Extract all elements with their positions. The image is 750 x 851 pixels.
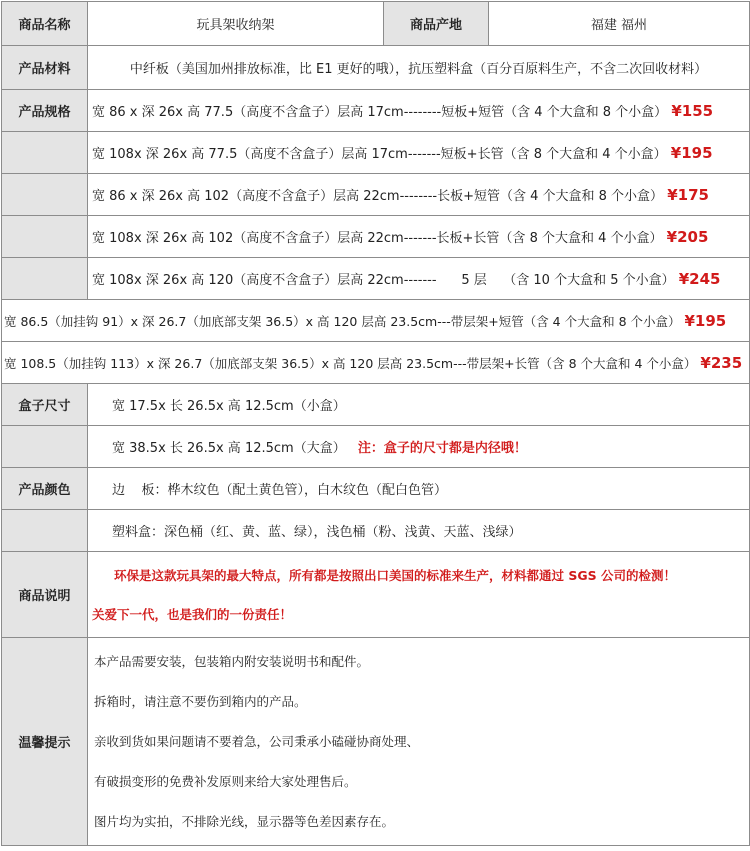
tip-item: 本产品需要安装，包装箱内附安装说明书和配件。 — [94, 653, 370, 669]
spec-text: 宽 86 x 深 26x 高 77.5（高度不含盒子）层高 17cm--------短板+短管（含 4 个大盒和 8 个小盒） — [92, 105, 668, 120]
description-line-1: 环保是这款玩具架的最大特点，所有都是按照出口美国的标准来生产，材料都通过 SGS 公司的检测！ — [114, 567, 676, 583]
origin-value: 福建 福州 — [489, 2, 750, 46]
color-plastic: 塑料盒：深色桶（红、黄、蓝、绿），浅色桶（粉、浅黄、天蓝、浅绿） — [88, 510, 750, 552]
spec-price: ¥205 — [666, 228, 709, 246]
spec-text: 宽 108x 深 26x 高 120（高度不含盒子）层高 22cm------- 5 层 （含 10 个大盒和 5 个小盒） — [92, 273, 675, 288]
spec-label: 产品规格 — [2, 90, 88, 132]
spec-row — [88, 132, 750, 174]
box-size-label-blank — [2, 426, 88, 468]
tip-item: 图片均为实拍，不排除光线，显示器等色差因素存在。 — [94, 813, 395, 829]
description-label: 商品说明 — [2, 552, 88, 638]
spec-text: 宽 108x 深 26x 高 77.5（高度不含盒子）层高 17cm-------短板+长管（含 8 个大盒和 4 个小盒） — [92, 147, 667, 162]
spec-text: 宽 108x 深 26x 高 102（高度不含盒子）层高 22cm-------长板+长管（含 8 个大盒和 4 个小盒） — [92, 231, 663, 246]
spec-wide-row — [2, 342, 750, 384]
color-label-blank — [2, 510, 88, 552]
spec-row — [88, 258, 750, 300]
spec-wide-price: ¥195 — [684, 311, 727, 330]
box-size-small: 宽 17.5x 长 26.5x 高 12.5cm（小盒） — [88, 384, 750, 426]
product-info-table — [1, 1, 750, 846]
spec-label-blank — [2, 174, 88, 216]
box-size-large-row — [88, 426, 750, 468]
spec-price: ¥155 — [671, 102, 714, 120]
color-board: 边 板：桦木纹色（配土黄色管），白木纹色（配白色管） — [88, 468, 750, 510]
spec-row — [88, 174, 750, 216]
material-label: 产品材料 — [2, 46, 88, 90]
box-size-label: 盒子尺寸 — [2, 384, 88, 426]
description-cell — [88, 552, 750, 638]
spec-wide-text: 宽 86.5（加挂钩 91）x 深 26.7（加底部支架 36.5）x 高 120 层高 23.5cm---带层架+短管（含 4 个大盒和 8 个小盒） — [4, 313, 681, 329]
spec-text: 宽 86 x 深 26x 高 102（高度不含盒子）层高 22cm--------长板+短管（含 4 个大盒和 8 个小盒） — [92, 189, 664, 204]
tip-item: 拆箱时，请注意不要伤到箱内的产品。 — [94, 693, 307, 709]
spec-label-blank — [2, 216, 88, 258]
spec-label-blank — [2, 132, 88, 174]
product-name-label: 商品名称 — [2, 2, 88, 46]
spec-row — [88, 216, 750, 258]
tips-cell — [88, 638, 750, 846]
description-line-2: 关爱下一代，也是我们的一份责任！ — [92, 606, 293, 622]
tip-item: 亲收到货如果问题请不要着急，公司秉承小磕碰协商处理、 — [94, 733, 420, 749]
spec-label-blank — [2, 258, 88, 300]
tips-label: 温馨提示 — [2, 638, 88, 846]
tip-item: 有破损变形的免费补发原则来给大家处理售后。 — [94, 773, 357, 789]
spec-wide-text: 宽 108.5（加挂钩 113）x 深 26.7（加底部支架 36.5）x 高 120 层高 23.5cm---带层架+长管（含 8 个大盒和 4 个小盒） — [4, 355, 697, 371]
spec-wide-price: ¥235 — [700, 353, 743, 372]
box-size-note: 注：盒子的尺寸都是内径哦！ — [357, 441, 527, 456]
spec-price: ¥195 — [670, 144, 713, 162]
color-label: 产品颜色 — [2, 468, 88, 510]
box-size-large: 宽 38.5x 长 26.5x 高 12.5cm（大盒） — [112, 441, 346, 456]
product-name-value: 玩具架收纳架 — [88, 2, 384, 46]
spec-wide-row — [2, 300, 750, 342]
origin-label: 商品产地 — [384, 2, 489, 46]
spec-price: ¥175 — [667, 186, 709, 204]
spec-price: ¥245 — [678, 270, 721, 288]
material-value: 中纤板（美国加州排放标准，比 E1 更好的哦），抗压塑料盒（百分百原料生产，不含二次回收材料） — [88, 46, 750, 90]
spec-row — [88, 90, 750, 132]
